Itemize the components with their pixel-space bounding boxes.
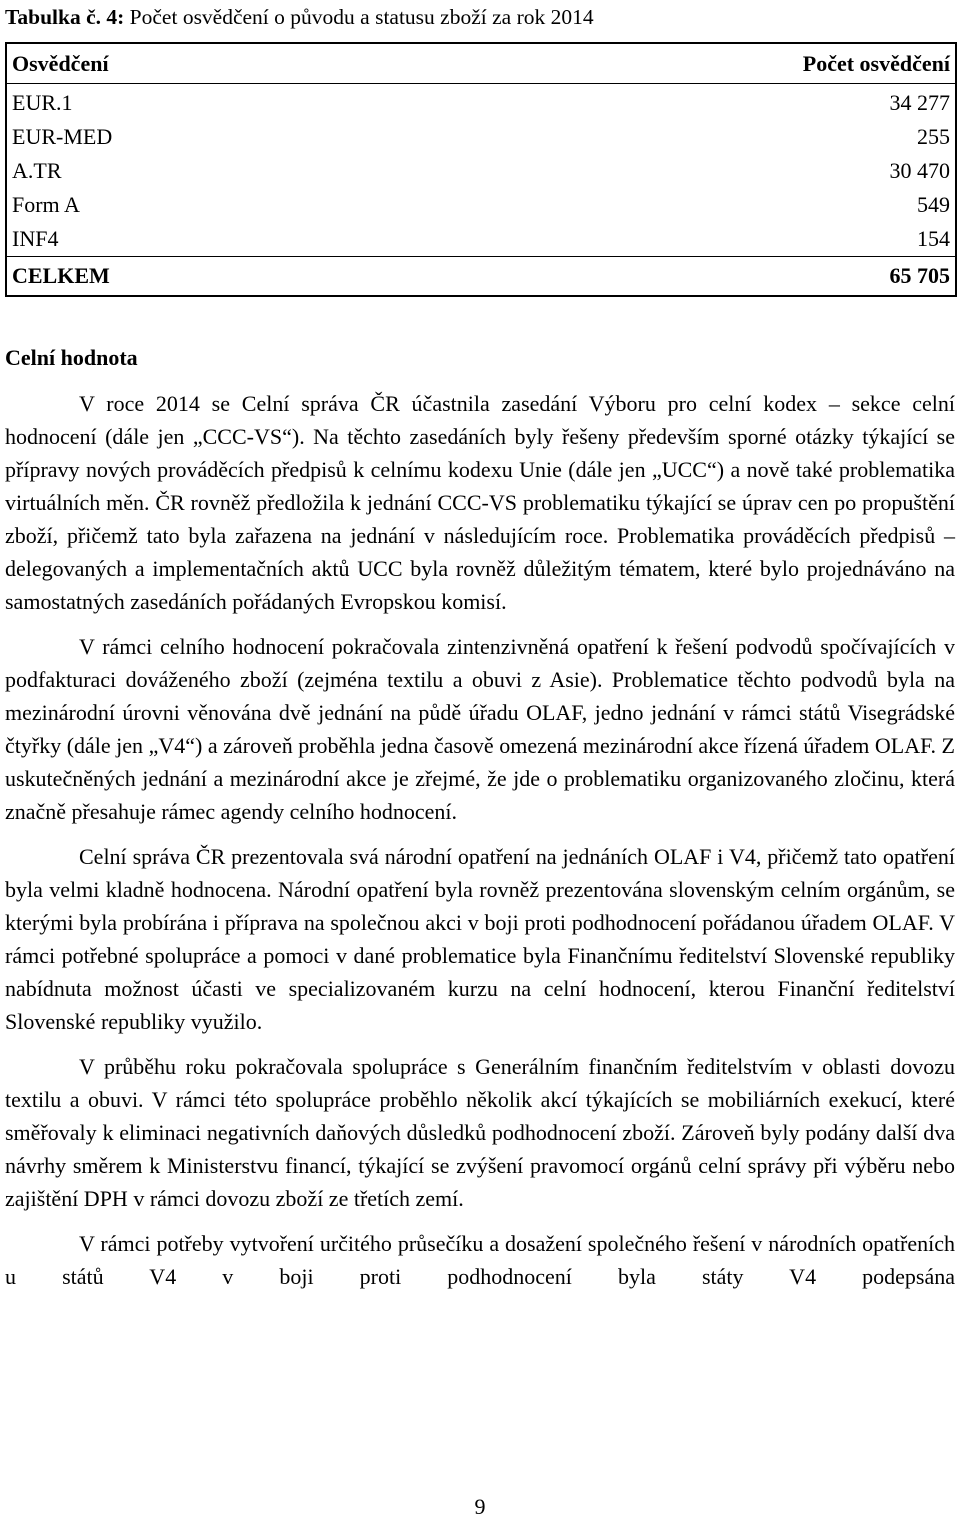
table-cell-value: 34 277 [889, 90, 950, 115]
table-cell-name: A.TR [12, 158, 62, 183]
table-cell-value: 255 [917, 124, 950, 149]
table-row [6, 188, 956, 222]
table-cell-name: INF4 [12, 226, 59, 251]
table-header-row [6, 43, 956, 84]
table-row [6, 84, 956, 121]
table-caption [5, 4, 594, 30]
section-body [5, 387, 955, 1305]
table-cell-value: 30 470 [889, 158, 950, 183]
table-cell-name: EUR-MED [12, 124, 113, 149]
table-row [6, 154, 956, 188]
table-caption-text: Počet osvědčení o původu a statusu zboží za rok 2014 [124, 5, 594, 29]
table-header-certificate: Osvědčení [6, 43, 398, 84]
paragraph: V rámci celního hodnocení pokračovala zintenzivněná opatření k řešení podvodů spočívajících v podfakturaci dováženého zboží (zejména textilu a obuvi z Asie). Problematice těchto podvodů byla na mezinárodní úrovni věnována dvě jednání na půdě úřadu OLAF, jedno jednání v rámci států Visegrádské čtyřky (dále jen „V4“) a zároveň proběhla jedna časově omezená mezinárodní akce řízená úřadem OLAF. Z uskutečněných jednání a mezinárodní akce je zřejmé, že jde o problematiku organizovaného zločinu, která značně přesahuje rámec agendy celního hodnocení. [5, 634, 955, 824]
section-heading: Celní hodnota [5, 345, 138, 370]
table-total-row [6, 257, 956, 297]
table-total-value: 65 705 [398, 257, 956, 297]
table-caption-label: Tabulka č. 4: [5, 5, 125, 29]
table-cell-value: 549 [917, 192, 950, 217]
table-row [6, 120, 956, 154]
paragraph: V průběhu roku pokračovala spolupráce s Generálním finančním ředitelstvím v oblasti dovozu textilu a obuvi. V rámci této spolupráce proběhlo několik akcí týkajících se mobiliárních exekucí, které směřovaly k eliminaci negativních daňových důsledků podhodnocení zboží. Zároveň byly podány další dva návrhy směrem k Ministerstvu financí, týkající se zvýšení pravomocí orgánů celní správy při výběru nebo zajištění DPH v rámci dovozu zboží ze třetích zemí. [5, 1054, 955, 1211]
paragraph: Celní správa ČR prezentovala svá národní opatření na jednáních OLAF i V4, přičemž tato opatření byla velmi kladně hodnocena. Národní opatření byla rovněž prezentována slovenským celním orgánům, se kterými byla probírána i příprava na společnou akci v boji proti podhodnocení pořádanou úřadem OLAF. V rámci potřebné spolupráce a pomoci v dané problematice byla Finančnímu ředitelství Slovenské republiky nabídnuta možnost účasti ve specializovaném kurzu na celní hodnocení, kterou Finanční ředitelství Slovenské republiky využilo. [5, 844, 955, 1034]
table-row [6, 222, 956, 257]
paragraph: V roce 2014 se Celní správa ČR účastnila zasedání Výboru pro celní kodex – sekce celní hodnocení (dále jen „CCC-VS“). Na těchto zasedáních byly řešeny především sporné otázky týkající se přípravy nových prováděcích předpisů k celnímu kodexu Unie (dále jen „UCC“) a nově také problematika virtuálních měn. ČR rovněž předložila k jednání CCC-VS problematiku týkající se úprav cen po propuštění zboží, přičemž tato byla zařazena na jednání v následujícím roce. Problematika prováděcích předpisů – delegovaných a implementačních aktů UCC byla rovněž důležitým tématem, které bylo projednáváno na samostatných zasedáních pořádaných Evropskou komisí. [5, 391, 955, 614]
paragraph: V rámci potřeby vytvoření určitého průsečíku a dosažení společného řešení v národních opatřeních u států V4 v boji proti podhodnocení byla státy V4 podepsána [5, 1231, 955, 1289]
page-number: 9 [474, 1494, 486, 1519]
certificates-table [5, 42, 957, 297]
table-total-label: CELKEM [6, 257, 398, 297]
table-cell-value: 154 [917, 226, 950, 251]
table-cell-name: Form A [12, 192, 80, 217]
table-cell-name: EUR.1 [12, 90, 73, 115]
table-header-count: Počet osvědčení [398, 43, 956, 84]
